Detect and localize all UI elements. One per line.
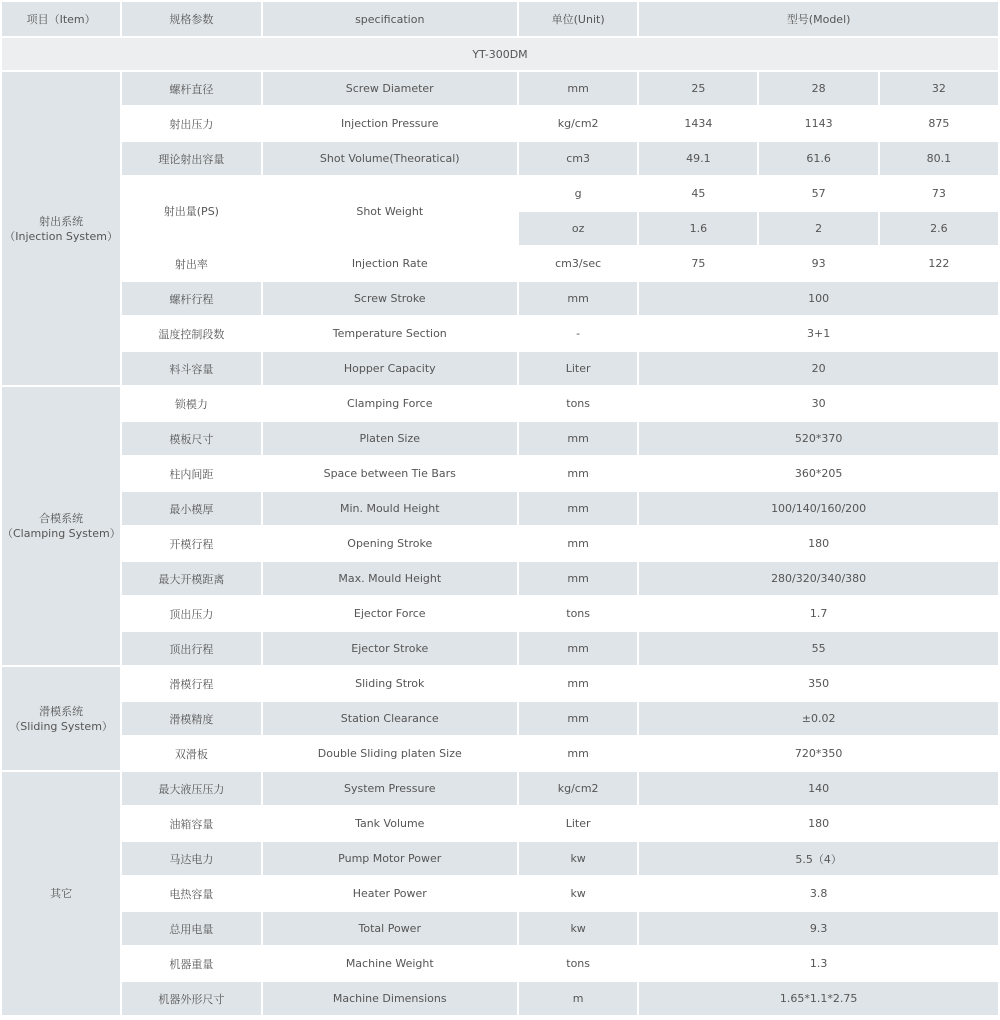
param-en: Opening Stroke — [263, 527, 518, 560]
param-cn: 理论射出容量 — [122, 142, 260, 175]
param-value: 100/140/160/200 — [639, 492, 998, 525]
param-cn: 射出压力 — [122, 107, 260, 140]
group-label: 其它 — [2, 772, 120, 1015]
param-value: 1.65*1.1*2.75 — [639, 982, 998, 1015]
param-cn: 料斗容量 — [122, 352, 260, 385]
table-row — [2, 282, 998, 315]
group-label: 射出系统 （Injection System） — [2, 72, 120, 385]
param-unit: Liter — [519, 807, 637, 840]
param-en: Space between Tie Bars — [263, 457, 518, 490]
param-value: 520*370 — [639, 422, 998, 455]
param-value: 9.3 — [639, 912, 998, 945]
table-row — [2, 107, 998, 140]
param-value: 180 — [639, 807, 998, 840]
param-unit: mm — [519, 282, 637, 315]
table-row — [2, 247, 998, 280]
param-cn: 顶出行程 — [122, 632, 260, 665]
table-row — [2, 772, 998, 805]
param-value: ±0.02 — [639, 702, 998, 735]
param-unit: mm — [519, 457, 637, 490]
param-value: 720*350 — [639, 737, 998, 770]
param-value: 2 — [759, 212, 877, 245]
param-en: Min. Mould Height — [263, 492, 518, 525]
param-value: 5.5（4） — [639, 842, 998, 875]
param-value: 1143 — [759, 107, 877, 140]
param-en: Clamping Force — [263, 387, 518, 420]
param-unit: oz — [519, 212, 637, 245]
table-row — [2, 317, 998, 350]
param-value: 20 — [639, 352, 998, 385]
param-en: Pump Motor Power — [263, 842, 518, 875]
param-unit: kw — [519, 912, 637, 945]
table-row — [2, 667, 998, 700]
param-en: Station Clearance — [263, 702, 518, 735]
param-unit: tons — [519, 597, 637, 630]
param-cn: 柱内间距 — [122, 457, 260, 490]
param-en: Max. Mould Height — [263, 562, 518, 595]
param-cn: 机器重量 — [122, 947, 260, 980]
table-row — [2, 352, 998, 385]
param-unit: g — [519, 177, 637, 210]
param-en: Temperature Section — [263, 317, 518, 350]
param-unit: tons — [519, 947, 637, 980]
header-spec: specification — [263, 2, 518, 36]
table-row — [2, 877, 998, 910]
param-unit: mm — [519, 702, 637, 735]
table-row — [2, 807, 998, 840]
param-en: Shot Weight — [263, 177, 518, 245]
header-param: 规格参数 — [122, 2, 260, 36]
table-row — [2, 597, 998, 630]
param-value: 360*205 — [639, 457, 998, 490]
header-unit: 单位(Unit) — [519, 2, 637, 36]
param-en: Shot Volume(Theoratical) — [263, 142, 518, 175]
table-row — [2, 842, 998, 875]
param-unit: kg/cm2 — [519, 772, 637, 805]
param-cn: 射出量(PS) — [122, 177, 260, 245]
param-value: 75 — [639, 247, 757, 280]
param-value: 73 — [880, 177, 998, 210]
param-unit: cm3 — [519, 142, 637, 175]
param-value: 45 — [639, 177, 757, 210]
param-cn: 总用电量 — [122, 912, 260, 945]
param-cn: 最小模厚 — [122, 492, 260, 525]
param-unit: tons — [519, 387, 637, 420]
param-en: Hopper Capacity — [263, 352, 518, 385]
param-value: 1.7 — [639, 597, 998, 630]
header-model: 型号(Model) — [639, 2, 998, 36]
table-row — [2, 562, 998, 595]
param-cn: 射出率 — [122, 247, 260, 280]
param-cn: 开模行程 — [122, 527, 260, 560]
param-en: Ejector Stroke — [263, 632, 518, 665]
param-value: 100 — [639, 282, 998, 315]
model-name: YT-300DM — [2, 38, 998, 70]
group-label: 合模系统 （Clamping System） — [2, 387, 120, 665]
param-unit: kw — [519, 842, 637, 875]
table-row — [2, 527, 998, 560]
param-value: 25 — [639, 72, 757, 105]
param-unit: mm — [519, 737, 637, 770]
param-cn: 模板尺寸 — [122, 422, 260, 455]
table-row — [2, 72, 998, 105]
param-value: 61.6 — [759, 142, 877, 175]
param-cn: 马达电力 — [122, 842, 260, 875]
param-value: 32 — [880, 72, 998, 105]
param-value: 30 — [639, 387, 998, 420]
param-cn: 温度控制段数 — [122, 317, 260, 350]
param-unit: mm — [519, 422, 637, 455]
param-en: Screw Stroke — [263, 282, 518, 315]
param-en: Injection Rate — [263, 247, 518, 280]
param-value: 140 — [639, 772, 998, 805]
param-en: System Pressure — [263, 772, 518, 805]
param-cn: 锁模力 — [122, 387, 260, 420]
param-value: 350 — [639, 667, 998, 700]
table-row — [2, 912, 998, 945]
group-label: 滑模系统 （Sliding System） — [2, 667, 120, 770]
param-unit: mm — [519, 527, 637, 560]
param-value: 875 — [880, 107, 998, 140]
param-cn: 机器外形尺寸 — [122, 982, 260, 1015]
param-unit: Liter — [519, 352, 637, 385]
param-cn: 滑模精度 — [122, 702, 260, 735]
param-cn: 最大液压压力 — [122, 772, 260, 805]
param-unit: mm — [519, 632, 637, 665]
param-en: Screw Diameter — [263, 72, 518, 105]
table-row — [2, 387, 998, 420]
param-cn: 油箱容量 — [122, 807, 260, 840]
param-en: Heater Power — [263, 877, 518, 910]
param-unit: - — [519, 317, 637, 350]
table-row — [2, 422, 998, 455]
param-value: 2.6 — [880, 212, 998, 245]
table-row — [2, 982, 998, 1015]
param-value: 3.8 — [639, 877, 998, 910]
param-cn: 顶出压力 — [122, 597, 260, 630]
param-cn: 双滑板 — [122, 737, 260, 770]
param-unit: kw — [519, 877, 637, 910]
param-unit: cm3/sec — [519, 247, 637, 280]
table-row — [2, 177, 998, 210]
table-row — [2, 457, 998, 490]
param-en: Double Sliding platen Size — [263, 737, 518, 770]
param-cn: 滑模行程 — [122, 667, 260, 700]
param-value: 55 — [639, 632, 998, 665]
table-row — [2, 142, 998, 175]
param-unit: mm — [519, 562, 637, 595]
param-en: Machine Dimensions — [263, 982, 518, 1015]
spec-body — [2, 72, 998, 1015]
param-value: 1.3 — [639, 947, 998, 980]
param-en: Sliding Strok — [263, 667, 518, 700]
table-row — [2, 492, 998, 525]
param-en: Tank Volume — [263, 807, 518, 840]
param-value: 280/320/340/380 — [639, 562, 998, 595]
param-value: 57 — [759, 177, 877, 210]
param-unit: kg/cm2 — [519, 107, 637, 140]
param-value: 49.1 — [639, 142, 757, 175]
param-value: 3+1 — [639, 317, 998, 350]
param-cn: 螺杆直径 — [122, 72, 260, 105]
param-cn: 最大开模距离 — [122, 562, 260, 595]
header-item: 项目（Item） — [2, 2, 120, 36]
param-value: 1434 — [639, 107, 757, 140]
table-row — [2, 947, 998, 980]
param-value: 80.1 — [880, 142, 998, 175]
param-unit: m — [519, 982, 637, 1015]
param-en: Machine Weight — [263, 947, 518, 980]
param-en: Platen Size — [263, 422, 518, 455]
param-unit: mm — [519, 72, 637, 105]
param-unit: mm — [519, 667, 637, 700]
param-value: 122 — [880, 247, 998, 280]
param-en: Total Power — [263, 912, 518, 945]
param-value: 93 — [759, 247, 877, 280]
param-cn: 电热容量 — [122, 877, 260, 910]
table-row — [2, 737, 998, 770]
param-cn: 螺杆行程 — [122, 282, 260, 315]
table-row — [2, 632, 998, 665]
table-row — [2, 702, 998, 735]
param-en: Injection Pressure — [263, 107, 518, 140]
param-en: Ejector Force — [263, 597, 518, 630]
param-unit: mm — [519, 492, 637, 525]
param-value: 1.6 — [639, 212, 757, 245]
param-value: 28 — [759, 72, 877, 105]
param-value: 180 — [639, 527, 998, 560]
